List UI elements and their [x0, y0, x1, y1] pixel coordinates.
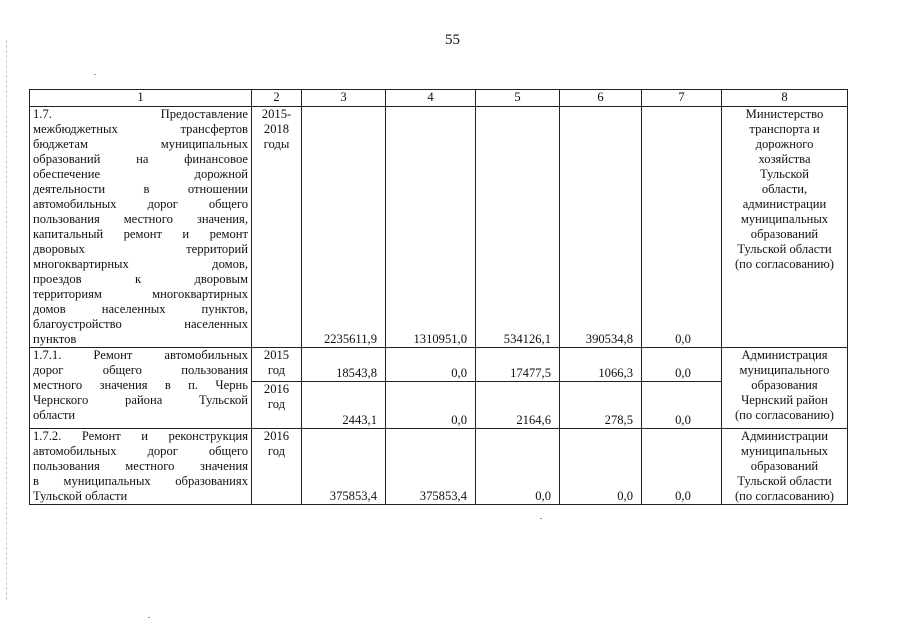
table-row	[30, 429, 848, 505]
text-line: дворовых территорий	[33, 242, 248, 256]
period-cell	[252, 107, 302, 348]
scan-speck	[148, 617, 150, 618]
org-line: (по согласованию)	[734, 489, 834, 503]
value-cell: 0,0	[642, 348, 722, 382]
period-line: 2015	[263, 348, 290, 362]
value-cell: 0,0	[642, 107, 722, 348]
measure-description	[30, 348, 252, 429]
text-line: области	[33, 408, 76, 422]
text-line: капитальный ремонт и ремонт	[33, 227, 248, 241]
period-line: 2015-	[261, 107, 292, 121]
value-cell: 2443,1	[302, 382, 386, 429]
period-cell	[252, 382, 302, 429]
org-line: образований	[750, 459, 819, 473]
org-line: муниципального	[739, 363, 830, 377]
table-row	[30, 107, 848, 348]
value-cell: 0,0	[386, 382, 476, 429]
org-line: Тульской	[760, 167, 809, 181]
value-cell: 2235611,9	[302, 107, 386, 348]
value-cell: 1310951,0	[386, 107, 476, 348]
org-line: администрации	[742, 197, 827, 211]
page-number: 55	[445, 32, 460, 48]
column-header: 1	[30, 90, 252, 107]
column-header: 4	[386, 90, 476, 107]
text-line: деятельности в отношении	[33, 182, 248, 196]
responsible-org	[722, 107, 848, 348]
org-line: Министерство	[745, 107, 824, 121]
scan-speck	[540, 518, 542, 519]
period-line: 2016	[263, 382, 290, 396]
value-cell: 0,0	[476, 429, 560, 505]
org-line: дорожного	[755, 137, 814, 151]
org-line: транспорта и	[749, 122, 820, 136]
text-line: местного значения в п. Чернь	[33, 378, 248, 392]
text-line: обеспечение дорожной	[33, 167, 248, 181]
text-line: пунктов	[33, 332, 77, 346]
column-header: 3	[302, 90, 386, 107]
program-table	[29, 89, 848, 505]
org-line: (по согласованию)	[734, 257, 834, 271]
value-cell: 0,0	[642, 429, 722, 505]
text-line: бюджетам муниципальных	[33, 137, 248, 151]
text-line: автомобильных дорог общего	[33, 444, 248, 458]
org-line: (по согласованию)	[734, 408, 834, 422]
text-line: в муниципальных образованиях	[33, 474, 248, 488]
text-line: пользования местного значения,	[33, 212, 248, 226]
text-line: Чернского района Тульской	[33, 393, 248, 407]
period-line: 2016	[263, 429, 290, 443]
value-cell: 278,5	[560, 382, 642, 429]
table-row	[30, 348, 848, 382]
measure-description	[30, 107, 252, 348]
value-cell: 375853,4	[302, 429, 386, 505]
period-cell	[252, 348, 302, 382]
period-line: годы	[263, 137, 290, 151]
scan-speck	[94, 74, 96, 75]
table-header-row	[30, 90, 848, 107]
org-line: Чернский район	[741, 393, 828, 407]
text-line: 1.7.1. Ремонт автомобильных	[33, 348, 248, 362]
period-line: год	[267, 363, 286, 377]
text-line: дорог общего пользования	[33, 363, 248, 377]
value-cell: 1066,3	[560, 348, 642, 382]
org-line: Тульской области	[737, 242, 832, 256]
column-header: 7	[642, 90, 722, 107]
period-line: год	[267, 444, 286, 458]
value-cell: 0,0	[642, 382, 722, 429]
value-cell: 0,0	[560, 429, 642, 505]
value-cell: 534126,1	[476, 107, 560, 348]
value-cell: 18543,8	[302, 348, 386, 382]
value-cell: 0,0	[386, 348, 476, 382]
text-line: автомобильных дорог общего	[33, 197, 248, 211]
org-line: муниципальных	[740, 212, 829, 226]
value-cell: 390534,8	[560, 107, 642, 348]
text-line: пользования местного значения	[33, 459, 248, 473]
text-line: межбюджетных трансфертов	[33, 122, 248, 136]
org-line: образования	[751, 378, 818, 392]
text-line: проездов к дворовым	[33, 272, 248, 286]
text-line: многоквартирных домов,	[33, 257, 248, 271]
org-line: Тульской области	[737, 474, 832, 488]
text-line: 1.7. Предоставление	[33, 107, 248, 121]
value-cell: 375853,4	[386, 429, 476, 505]
period-cell	[252, 429, 302, 505]
org-line: Администрация	[741, 348, 828, 362]
text-line: образований на финансовое	[33, 152, 248, 166]
measure-description	[30, 429, 252, 505]
column-header: 2	[252, 90, 302, 107]
responsible-org	[722, 348, 848, 429]
period-line: год	[267, 397, 286, 411]
scan-edge-line	[6, 40, 8, 600]
responsible-org	[722, 429, 848, 505]
period-line: 2018	[263, 122, 290, 136]
value-cell: 17477,5	[476, 348, 560, 382]
text-line: территориям многоквартирных	[33, 287, 248, 301]
org-line: области,	[761, 182, 808, 196]
column-header: 5	[476, 90, 560, 107]
column-header: 8	[722, 90, 848, 107]
text-line: домов населенных пунктов,	[33, 302, 248, 316]
org-line: Администрации	[740, 429, 829, 443]
text-line: Тульской области	[33, 489, 128, 503]
text-line: 1.7.2. Ремонт и реконструкция	[33, 429, 248, 443]
org-line: хозяйства	[758, 152, 811, 166]
value-cell: 2164,6	[476, 382, 560, 429]
org-line: муниципальных	[740, 444, 829, 458]
org-line: образований	[750, 227, 819, 241]
column-header: 6	[560, 90, 642, 107]
text-line: благоустройство населенных	[33, 317, 248, 331]
